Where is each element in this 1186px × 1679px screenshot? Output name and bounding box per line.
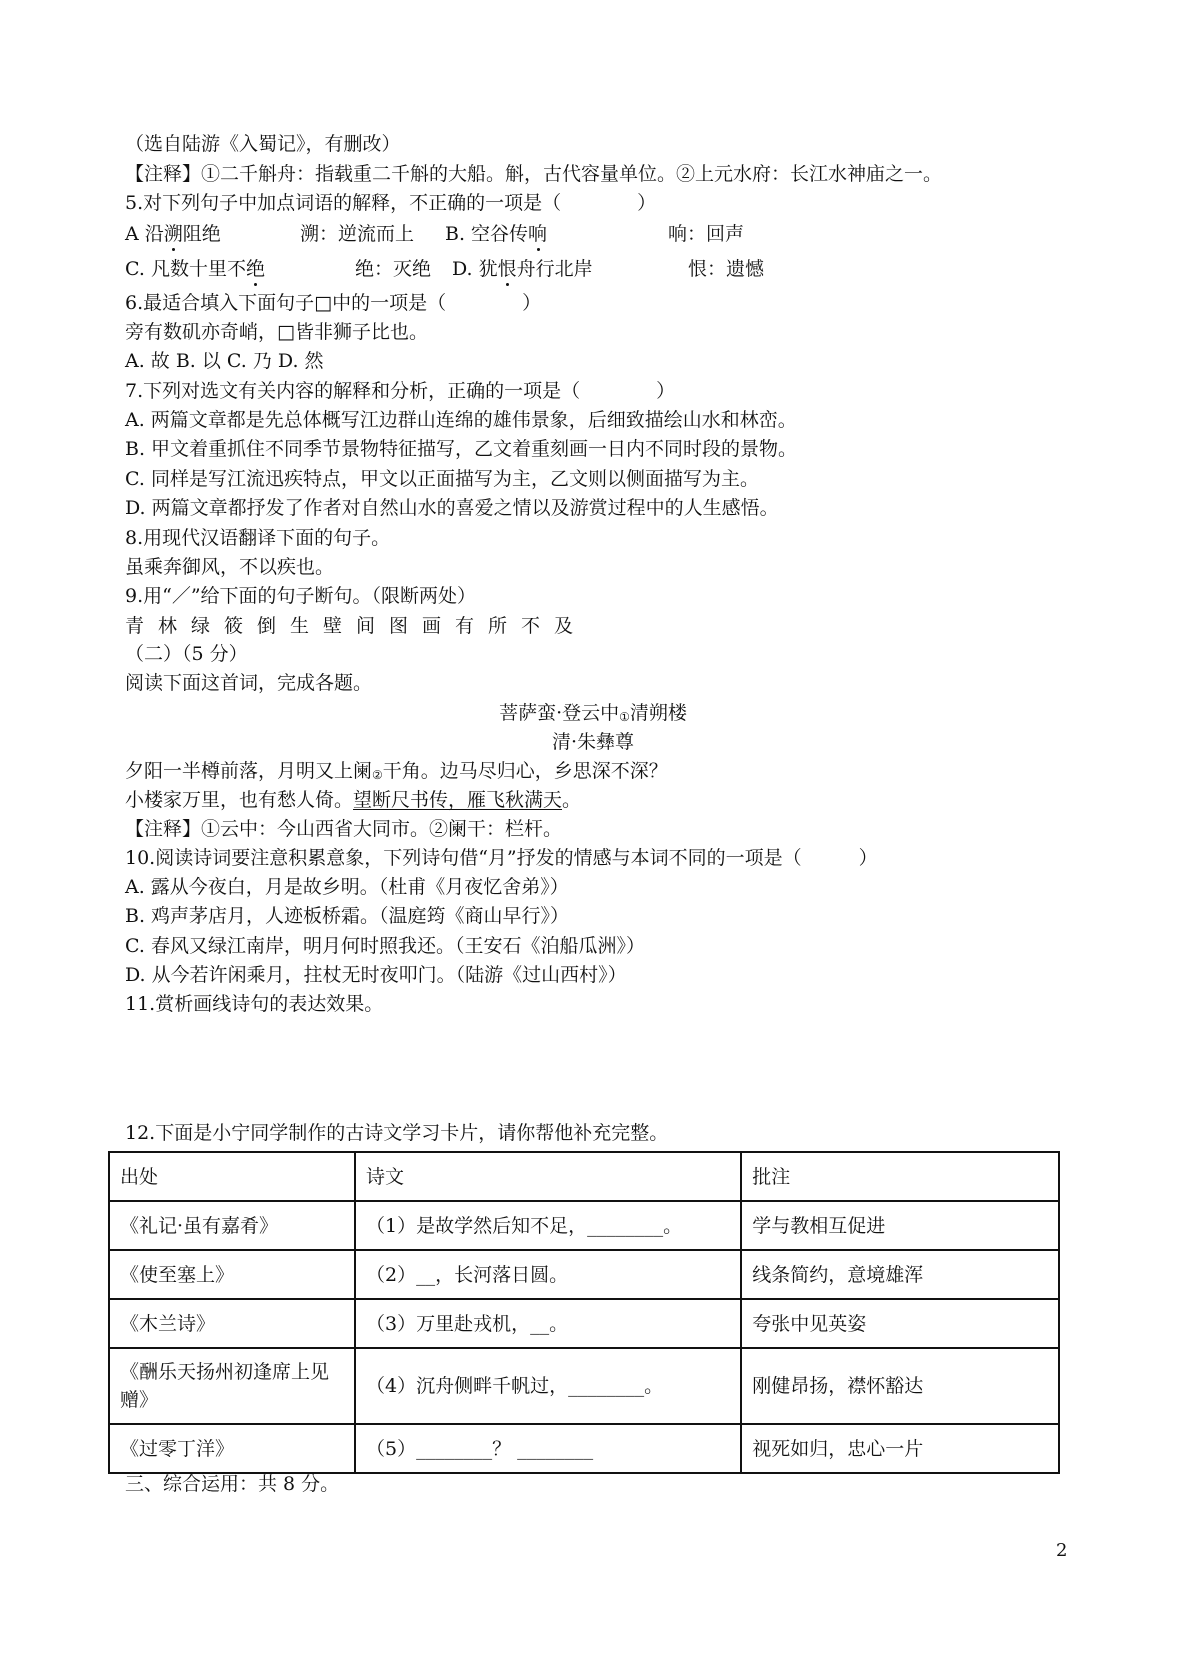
question-6-options: A. 故 B. 以 C. 乃 D. 然 — [125, 350, 324, 372]
source-cell: 《使至塞上》 — [109, 1250, 355, 1299]
question-10-option-b: B. 鸡声茅店月，人迹板桥霜。（温庭筠《商山早行》） — [125, 905, 570, 927]
question-5-option-a-explain: 溯：逆流而上 — [300, 223, 415, 245]
study-card-table — [108, 1151, 1060, 1474]
verse-cell: （5）________？ ________ — [355, 1424, 741, 1473]
question-5-option-d-explain: 恨：遗憾 — [688, 258, 765, 280]
poem-line-1 — [125, 758, 668, 788]
section-2-heading: （二）（5 分） — [125, 643, 248, 665]
verse-cell: （4）沉舟侧畔千帆过，________。 — [355, 1348, 741, 1424]
question-10-option-a: A. 露从今夜白，月是故乡明。（杜甫《月夜忆舍弟》） — [125, 876, 569, 898]
verse-cell: （3）万里赴戎机，__。 — [355, 1299, 741, 1348]
option-text: D. 犹 — [452, 258, 498, 280]
question-6-sentence: 旁有数矶亦奇峭，□皆非狮子比也。 — [125, 321, 428, 343]
source-cell: 《酬乐天扬州初逢席上见赠》 — [109, 1348, 355, 1424]
question-5-option-c-explain: 绝：灭绝 — [355, 258, 432, 280]
option-text: A 沿 — [125, 223, 164, 245]
table-header: 出处 — [109, 1152, 355, 1201]
poem-line-2 — [125, 787, 581, 813]
footnote-mark: ② — [372, 768, 383, 782]
table-header: 诗文 — [355, 1152, 741, 1201]
question-7-option-d: D. 两篇文章都抒发了作者对自然山水的喜爱之情以及游赏过程中的人生感悟。 — [125, 497, 779, 519]
table-header-row — [109, 1152, 1059, 1201]
option-text: 阻绝 — [182, 223, 221, 245]
dotted-char: 响 — [528, 223, 548, 245]
question-7: 7.下列对选文有关内容的解释和分析，正确的一项是（ ） — [125, 380, 676, 402]
dotted-char: 恨 — [497, 258, 517, 280]
table-row — [109, 1250, 1059, 1299]
source-cell: 《礼记·虽有嘉肴》 — [109, 1201, 355, 1250]
question-5-option-b — [445, 221, 547, 247]
option-text: C. 凡数十里不 — [125, 258, 246, 280]
source-cell: 《过零丁洋》 — [109, 1424, 355, 1473]
question-8-sentence: 虽乘奔御风，不以疾也。 — [125, 556, 335, 578]
question-10-option-c: C. 春风又绿江南岸，明月何时照我还。（王安石《泊船瓜洲》） — [125, 935, 645, 957]
poem-text: 干角。边马尽归心，乡思深不深？ — [382, 760, 668, 782]
section-3-heading: 三、综合运用：共 8 分。 — [125, 1473, 340, 1495]
question-12: 12.下面是小宁同学制作的古诗文学习卡片，请你帮他补充完整。 — [125, 1122, 669, 1144]
comment-cell: 夸张中见英姿 — [741, 1299, 1059, 1348]
comment-cell: 学与教相互促进 — [741, 1201, 1059, 1250]
question-5-option-b-explain: 响：回声 — [668, 223, 745, 245]
question-7-option-c: C. 同样是写江流迅疾特点，甲文以正面描写为主，乙文则以侧面描写为主。 — [125, 468, 759, 490]
poem-text: 。 — [562, 789, 582, 811]
question-5-option-d — [452, 256, 593, 282]
underlined-verse: 望断尺书传，雁飞秋满天 — [353, 789, 563, 811]
table-row — [109, 1299, 1059, 1348]
question-5-option-c — [125, 256, 265, 282]
question-8: 8.用现代汉语翻译下面的句子。 — [125, 527, 391, 549]
question-5: 5.对下列句子中加点词语的解释，不正确的一项是（ ） — [125, 192, 657, 214]
table-header: 批注 — [741, 1152, 1059, 1201]
question-11: 11.赏析画线诗句的表达效果。 — [125, 993, 384, 1015]
option-text: B. 空谷传 — [445, 223, 529, 245]
comment-cell: 视死如归，忠心一片 — [741, 1424, 1059, 1473]
question-10-option-d: D. 从今若许闲乘月，拄杖无时夜叩门。（陆游《过山西村》） — [125, 964, 627, 986]
poem-title-text: 菩萨蛮·登云中 — [499, 702, 620, 724]
verse-cell: （1）是故学然后知不足，________。 — [355, 1201, 741, 1250]
source-line: （选自陆游《入蜀记》，有删改） — [125, 133, 401, 155]
annotation-2: 【注释】①云中：今山西省大同市。②阑干：栏杆。 — [125, 818, 563, 840]
question-10: 10.阅读诗词要注意积累意象，下列诗句借“月”抒发的情感与本词不同的一项是（ ） — [125, 847, 878, 869]
source-cell: 《木兰诗》 — [109, 1299, 355, 1348]
dotted-char: 溯 — [163, 223, 183, 245]
comment-cell: 线条简约，意境雄浑 — [741, 1250, 1059, 1299]
table-row — [109, 1424, 1059, 1473]
section-2-intro: 阅读下面这首词，完成各题。 — [125, 672, 373, 694]
poem-title-text: 清朔楼 — [629, 702, 687, 724]
table-row — [109, 1201, 1059, 1250]
question-7-option-a: A. 两篇文章都是先总体概写江边群山连绵的雄伟景象，后细致描绘山水和林峦。 — [125, 409, 797, 431]
table-row — [109, 1348, 1059, 1424]
option-text: 舟行北岸 — [516, 258, 593, 280]
page-number: 2 — [1056, 1540, 1068, 1561]
footnote-mark: ① — [619, 710, 630, 724]
poem-author: 清·朱彝尊 — [551, 731, 635, 753]
comment-cell: 刚健昂扬，襟怀豁达 — [741, 1348, 1059, 1424]
question-6: 6.最适合填入下面句子□中的一项是（ ） — [125, 292, 542, 314]
question-9: 9.用“／”给下面的句子断句。（限断两处） — [125, 585, 477, 607]
question-5-option-a — [125, 221, 221, 247]
poem-text: 小楼家万里，也有愁人倚。 — [125, 789, 354, 811]
poem-title — [0, 700, 1186, 730]
dotted-char: 绝 — [245, 258, 265, 280]
question-7-option-b: B. 甲文着重抓住不同季节景物特征描写，乙文着重刻画一日内不同时段的景物。 — [125, 438, 798, 460]
question-9-sentence: 青林绿筱倒生壁间图画有所不及 — [125, 615, 588, 637]
poem-text: 夕阳一半樽前落，月明又上阑 — [125, 760, 373, 782]
annotation-1: 【注释】①二千斛舟：指载重二千斛的大船。斛，古代容量单位。②上元水府：长江水神庙之一。 — [125, 163, 943, 185]
verse-cell: （2）__，长河落日圆。 — [355, 1250, 741, 1299]
